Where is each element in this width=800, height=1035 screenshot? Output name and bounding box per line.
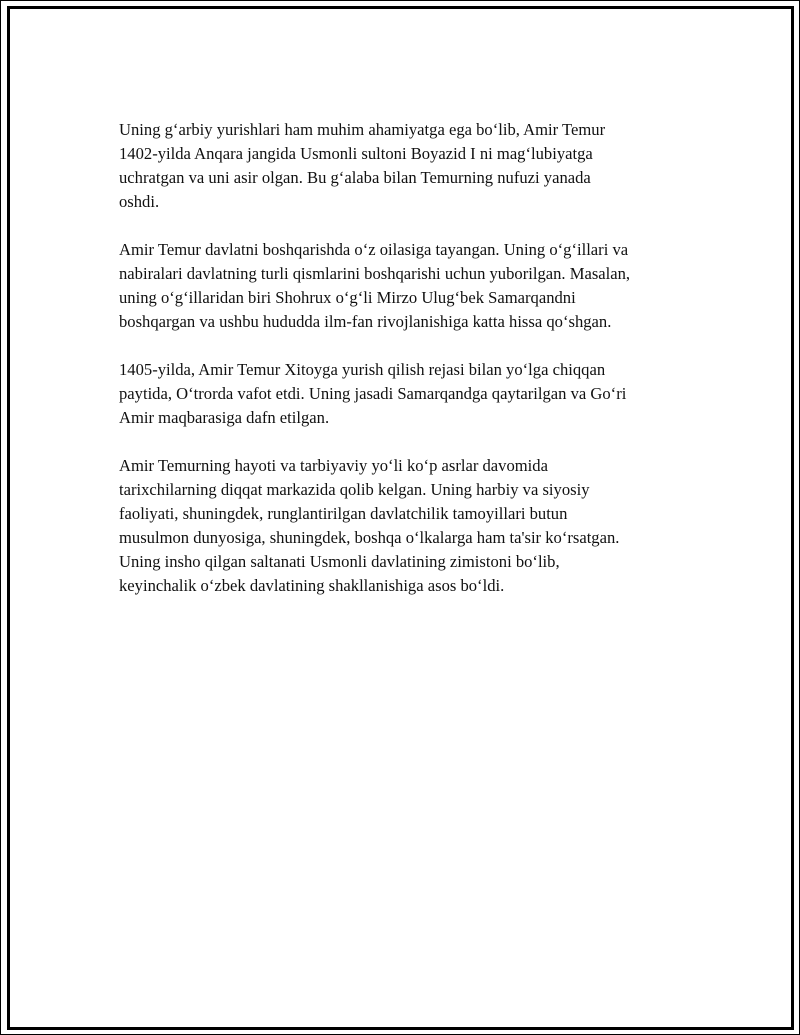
document-body xyxy=(119,118,689,622)
paragraph-4: Amir Temurning hayoti va tarbiyaviy yo‘li ko‘p asrlar davomida tarixchilarning diqqat markazida qolib kelgan. Uning harbiy va siyosiy faoliyati, shuningdek, runglantirilgan davlatchilik tamoyillari butun musulmon dunyosiga, shuningdek, boshqa o‘lkalarga ham ta'sir ko‘rsatgan. Uning insho qilgan saltanati Usmonli davlatining zimistoni bo‘lib, keyinchalik o‘zbek davlatining shakllanishiga asos bo‘ldi. xyxy=(119,456,620,595)
paragraph-2: Amir Temur davlatni boshqarishda o‘z oilasiga tayangan. Uning o‘g‘illari va nabiralari davlatning turli qismlarini boshqarishi uchun yuborilgan. Masalan, uning o‘g‘illaridan biri Shohrux o‘g‘li Mirzo Ulug‘bek Samarqandni boshqargan va ushbu hududda ilm-fan rivojlanishiga katta hissa qo‘shgan. xyxy=(119,240,631,331)
paragraph-3: 1405-yilda, Amir Temur Xitoyga yurish qilish rejasi bilan yo‘lga chiqqan paytida, O‘trorda vafot etdi. Uning jasadi Samarqandga qaytarilgan va Go‘ri Amir maqbarasiga dafn etilgan. xyxy=(119,360,627,427)
paragraph-1: Uning g‘arbiy yurishlari ham muhim ahamiyatga ega bo‘lib, Amir Temur 1402-yilda Anqara jangida Usmonli sultoni Boyazid I ni mag‘lubiyatga uchratgan va uni asir olgan. Bu g‘alaba bilan Temurning nufuzi yanada oshdi. xyxy=(119,120,606,211)
